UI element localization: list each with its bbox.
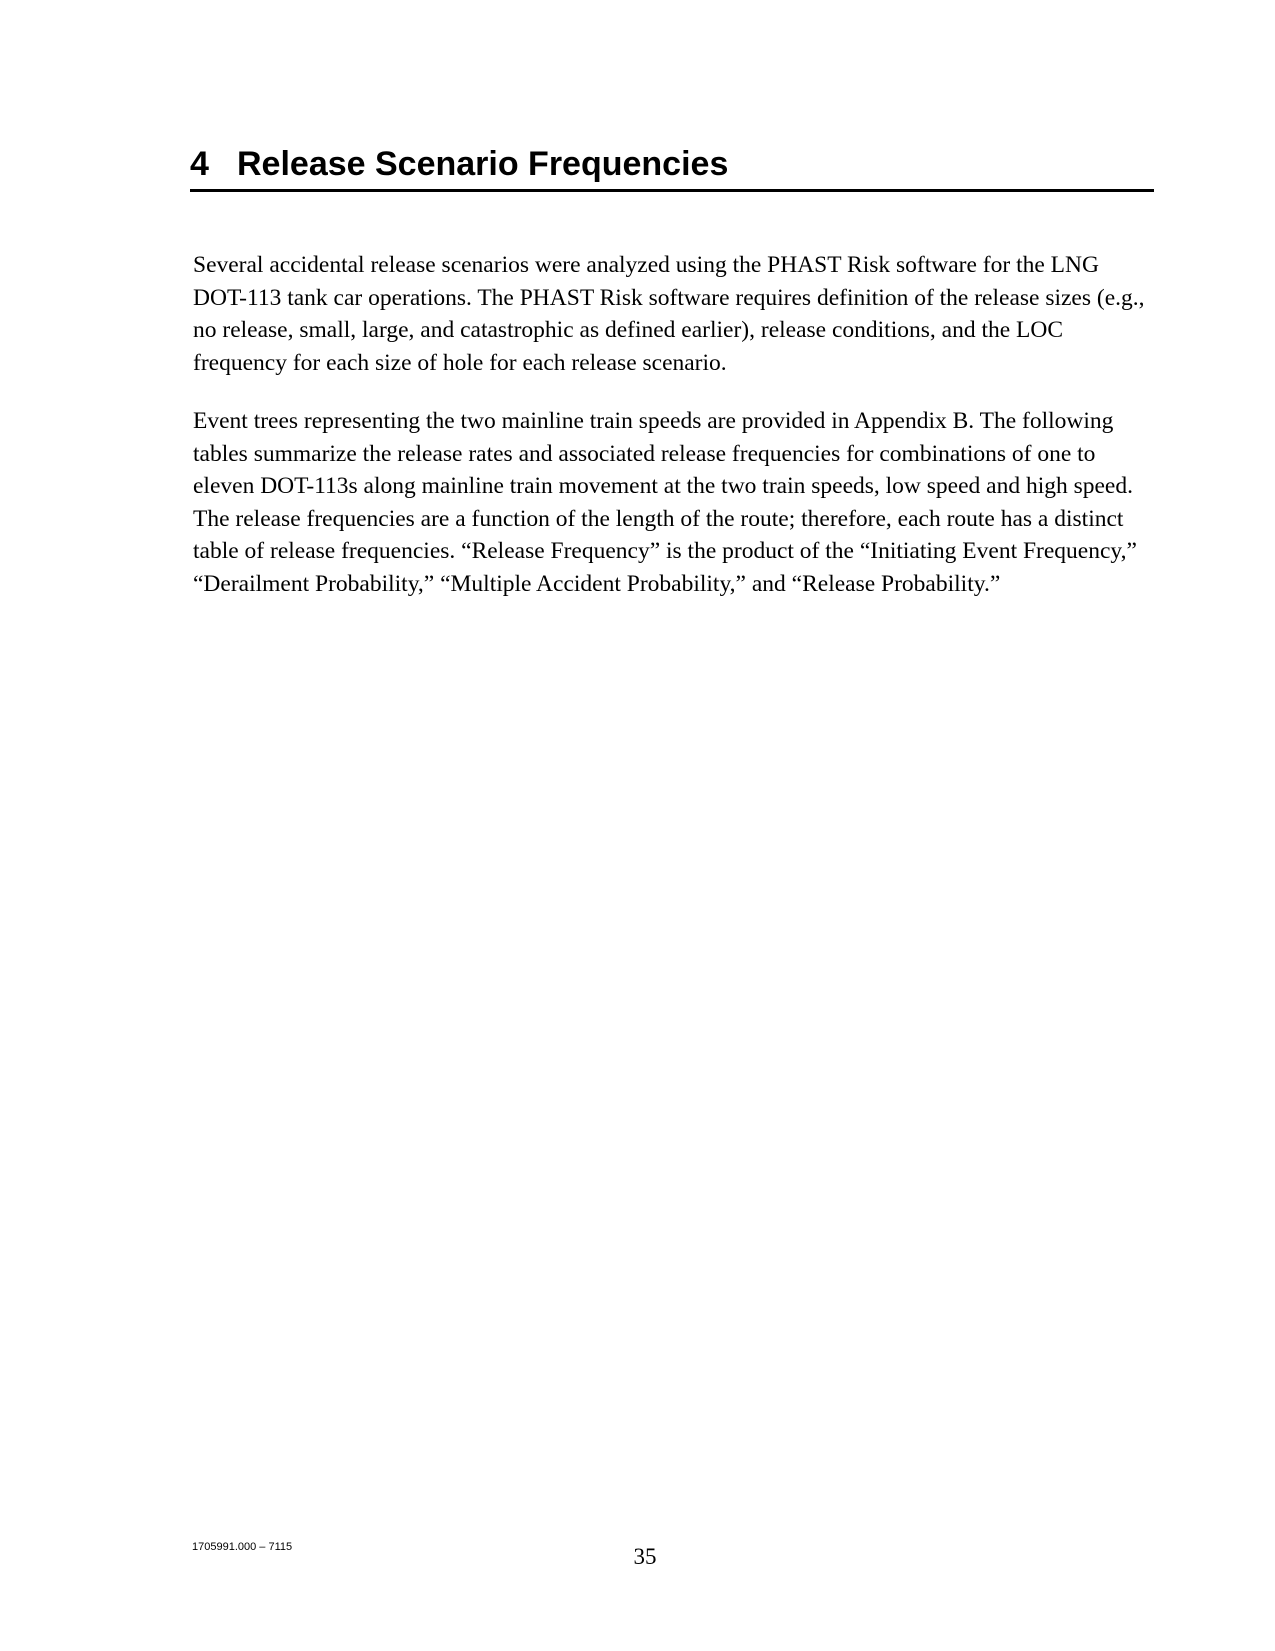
section-title: Release Scenario Frequencies xyxy=(237,145,729,183)
section-heading xyxy=(190,146,1154,192)
paragraph-intro: Several accidental release scenarios were analyzed using the PHAST Risk software for the LNG DOT-113 tank car operations. The PHAST Risk software requires definition of the release sizes (e.g., no release, small, large, and catastrophic as defined earlier), release conditions, and the LOC frequency for each size of hole for each release scenario. xyxy=(193,252,1145,376)
footer-document-id: 1705991.000 – 7115 xyxy=(192,1541,293,1553)
page-number: 35 xyxy=(633,1544,657,1569)
paragraph-event-trees: Event trees representing the two mainline train speeds are provided in Appendix B. The following tables summarize the release rates and associated release frequencies for combinations of one to eleven DOT-113s along mainline train movement at the two train speeds, low speed and high speed. The release frequencies are a function of the length of the route; therefore, each route has a distinct table of release frequencies. “Release Frequency” is the product of the “Initiating Event Frequency,” “Derailment Probability,” “Multiple Accident Probability,” and “Release Probability.” xyxy=(193,408,1137,597)
section-number: 4 xyxy=(190,145,209,183)
